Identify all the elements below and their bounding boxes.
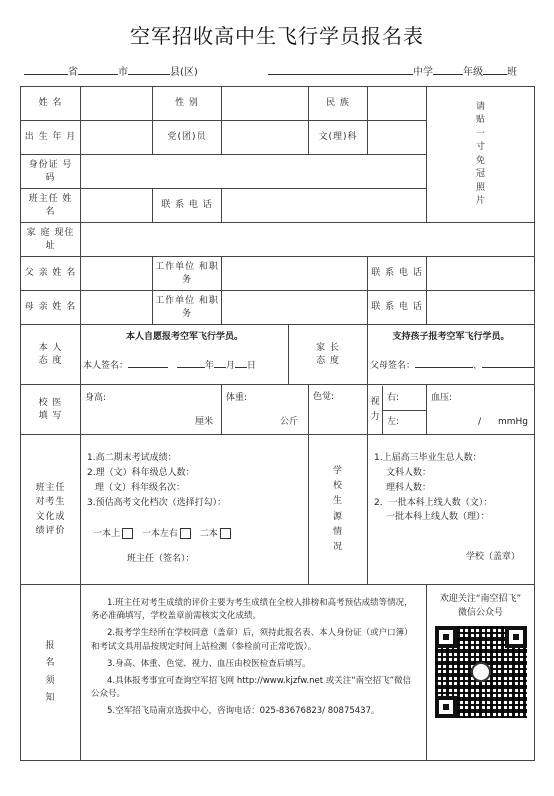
school-line — [268, 63, 517, 78]
father-sign-blank[interactable] — [415, 357, 473, 368]
school-blank[interactable] — [268, 64, 413, 75]
teacher-phone-field[interactable] — [222, 189, 427, 223]
self-sign-label: 本人签名： — [83, 361, 129, 372]
note-item-3: 3.身高、体重、色觉、视力、血压由校医检查后填写。 — [107, 658, 311, 669]
father-name-field[interactable] — [81, 257, 153, 291]
height-unit: 厘米 — [194, 417, 213, 427]
eval-choices — [87, 528, 304, 540]
checkbox-tier1-above[interactable] — [122, 528, 133, 539]
month-blank[interactable] — [214, 357, 226, 368]
source-item-2: 文科人数： — [386, 467, 432, 478]
self-attitude-cell[interactable] — [81, 325, 289, 385]
note-item-5: 5.空军招飞局南京选拔中心，咨询电话：025-83676823/ 80875437。 — [107, 706, 380, 717]
address-field[interactable] — [81, 223, 535, 257]
mother-name-label: 母 亲 姓 名 — [21, 291, 81, 325]
eval-item-3: 理（文）科年级名次： — [95, 482, 186, 493]
photo-placeholder: 请贴 一寸 免冠 照片 — [475, 101, 485, 206]
height-label: 身高: — [85, 393, 107, 403]
parent-attitude-label — [289, 325, 368, 385]
name-label: 姓 名 — [21, 87, 81, 121]
note-item-4: 4.具体报考事宜可查询空军招飞网 http://www.kjzfw.net 或关注“南空招飞”微信公众号。 — [91, 675, 412, 700]
color-label: 色觉: — [313, 392, 335, 402]
self-sign-blank[interactable] — [128, 357, 168, 368]
class-blank[interactable] — [483, 64, 507, 75]
address-label: 家 庭 现住址 — [21, 223, 81, 257]
track-field[interactable] — [368, 121, 427, 155]
note-item-2: 2.报考学生经所在学校同意（盖章）后，须持此报名表、本人身份证（或户口簿）和考试文具用品按规定时间上站检测（参检前可正常吃饭）。 — [91, 628, 413, 652]
self-statement: 本人自愿报考空军飞行学员。 — [125, 332, 243, 342]
qr-code-icon[interactable] — [435, 626, 527, 718]
self-attitude-label — [21, 325, 81, 385]
parent-attitude-cell[interactable] — [368, 325, 535, 385]
eval-item-4: 3.预估高考文化档次（选择打勾）： — [87, 497, 227, 508]
photo-box[interactable] — [427, 87, 535, 223]
school-source-cell[interactable] — [368, 435, 535, 585]
region-line — [24, 63, 198, 78]
mother-phone-label: 联 系 电 话 — [368, 291, 427, 325]
height-cell[interactable] — [81, 385, 222, 435]
teacher-name-label: 班主任 姓 名 — [21, 189, 81, 223]
county-label: 县(区) — [170, 67, 198, 78]
source-item-1: 1.上届高三毕业生总人数： — [374, 453, 482, 463]
class-label: 班 — [507, 67, 517, 78]
source-item-5: 一批本科上线人数（理）： — [386, 512, 490, 523]
id-label: 身份证 号 码 — [21, 155, 81, 189]
medical-label — [21, 385, 81, 435]
province-label: 省 — [68, 67, 78, 78]
sign-separator: 、 — [473, 361, 483, 372]
weight-unit: 公斤 — [279, 417, 298, 427]
father-name-label: 父 亲 姓 名 — [21, 257, 81, 291]
weight-label: 体重: — [226, 393, 248, 403]
teacher-eval-cell[interactable] — [81, 435, 309, 585]
qr-cell — [427, 585, 535, 761]
school-label: 中学 — [413, 67, 433, 78]
teacher-eval-label — [21, 435, 81, 585]
father-work-field[interactable] — [222, 257, 368, 291]
province-blank[interactable] — [24, 64, 68, 75]
qr-caption: 欢迎关注“南空招飞” 微信公众号 — [439, 594, 522, 618]
self-attitude-text: 本 人 态 度 — [38, 343, 63, 366]
month-label: 月 — [225, 361, 235, 372]
name-field[interactable] — [81, 87, 153, 121]
bp-label: 血压: — [431, 393, 453, 403]
vision-right[interactable]: 右: — [383, 386, 426, 411]
bp-unit: mmHg — [497, 417, 528, 427]
choice-tier1-around: 一本左右 — [141, 529, 178, 540]
weight-cell[interactable] — [222, 385, 309, 435]
teacher-name-field[interactable] — [81, 189, 153, 223]
ethnicity-field[interactable] — [368, 87, 427, 121]
city-blank[interactable] — [78, 64, 118, 75]
bp-unit-line — [427, 411, 534, 433]
checkbox-tier1-around[interactable] — [180, 528, 191, 539]
school-source-list — [374, 451, 530, 525]
choice-tier2: 二本 — [199, 529, 218, 540]
gender-field[interactable] — [222, 87, 309, 121]
parent-sign-label: 父母签名： — [370, 361, 416, 372]
mother-work-field[interactable] — [222, 291, 368, 325]
note-item-1: 1.班主任对考生成绩的评价主要为考生成绩在全校人排榜和高考预估成绩等情况，务必准确填写，学校盖章前需核实文化成绩。 — [91, 598, 413, 622]
vision-values — [383, 386, 426, 434]
mother-work-label: 工作单位 和职务 — [153, 291, 222, 325]
source-item-3: 理科人数： — [386, 482, 432, 493]
vision-left[interactable]: 左: — [387, 416, 400, 427]
gender-label: 性 别 — [153, 87, 222, 121]
city-label: 市 — [118, 67, 128, 78]
teacher-eval-label-text: 班主任 对考生 文化成 绩评价 — [35, 482, 66, 536]
teacher-eval-list — [87, 451, 304, 510]
parent-attitude-text: 家 长 态 度 — [316, 343, 340, 366]
school-source-label-text: 学 校 生 源 情 况 — [332, 465, 343, 553]
parent-sign-line — [370, 357, 532, 372]
school-stamp: 学校（盖章） — [465, 552, 520, 563]
father-work-label: 工作单位 和职务 — [153, 257, 222, 291]
father-phone-label: 联 系 电 话 — [368, 257, 427, 291]
parent-statement: 支持孩子报考空军飞行学员。 — [392, 332, 510, 342]
vision-label: 视 力 — [370, 397, 380, 422]
notes-cell — [81, 585, 427, 761]
source-item-4: 2．一批本科上线人数（文）： — [374, 497, 493, 508]
county-blank[interactable] — [128, 64, 170, 75]
eval-item-2: 2.理（文）科年级总人数： — [87, 467, 195, 478]
notes-label — [21, 585, 81, 761]
bp-cell[interactable] — [427, 385, 535, 435]
teacher-phone-label: 联 系 电 话 — [153, 189, 222, 223]
birth-label: 出 生 年 月 — [21, 121, 81, 155]
medical-label-text: 校 医 填 写 — [38, 398, 63, 421]
notes-label-text: 报 名 须 知 — [45, 641, 56, 703]
mother-phone-field[interactable] — [427, 291, 535, 325]
day-blank[interactable] — [235, 357, 247, 368]
checkbox-tier2[interactable] — [220, 528, 231, 539]
year-blank[interactable] — [177, 357, 205, 368]
vision-wrap — [368, 386, 426, 434]
party-label: 党(团)员 — [153, 121, 222, 155]
vision-label-box — [368, 386, 383, 434]
grade-blank[interactable] — [433, 64, 463, 75]
ethnicity-label: 民 族 — [309, 87, 368, 121]
registration-table — [20, 86, 535, 761]
party-field[interactable] — [222, 121, 309, 155]
form-title: 空军招收高中生飞行学员报名表 — [130, 24, 424, 48]
mother-sign-blank[interactable] — [482, 357, 534, 368]
birth-field[interactable] — [81, 121, 153, 155]
track-label: 文(理)科 — [309, 121, 368, 155]
qr-finder-top-left — [435, 626, 457, 648]
qr-logo-icon — [471, 662, 491, 682]
vision-cell — [368, 385, 427, 435]
teacher-sign-line — [87, 553, 304, 565]
id-field[interactable] — [81, 155, 427, 189]
teacher-sign-label: 班主任（签名）： — [127, 553, 195, 564]
school-source-label — [309, 435, 368, 585]
self-sign-line — [83, 357, 286, 372]
color-cell[interactable] — [309, 385, 368, 435]
mother-name-field[interactable] — [81, 291, 153, 325]
choice-tier1-above: 一本上 — [93, 529, 121, 540]
day-label: 日 — [246, 361, 256, 372]
qr-finder-bottom-left — [435, 696, 457, 718]
qr-finder-top-right — [505, 626, 527, 648]
eval-item-1: 1.高二期末考试成绩： — [87, 453, 177, 463]
year-label: 年 — [204, 361, 214, 372]
bp-separator: / — [478, 417, 482, 427]
father-phone-field[interactable] — [427, 257, 535, 291]
grade-label: 年级 — [463, 67, 483, 78]
